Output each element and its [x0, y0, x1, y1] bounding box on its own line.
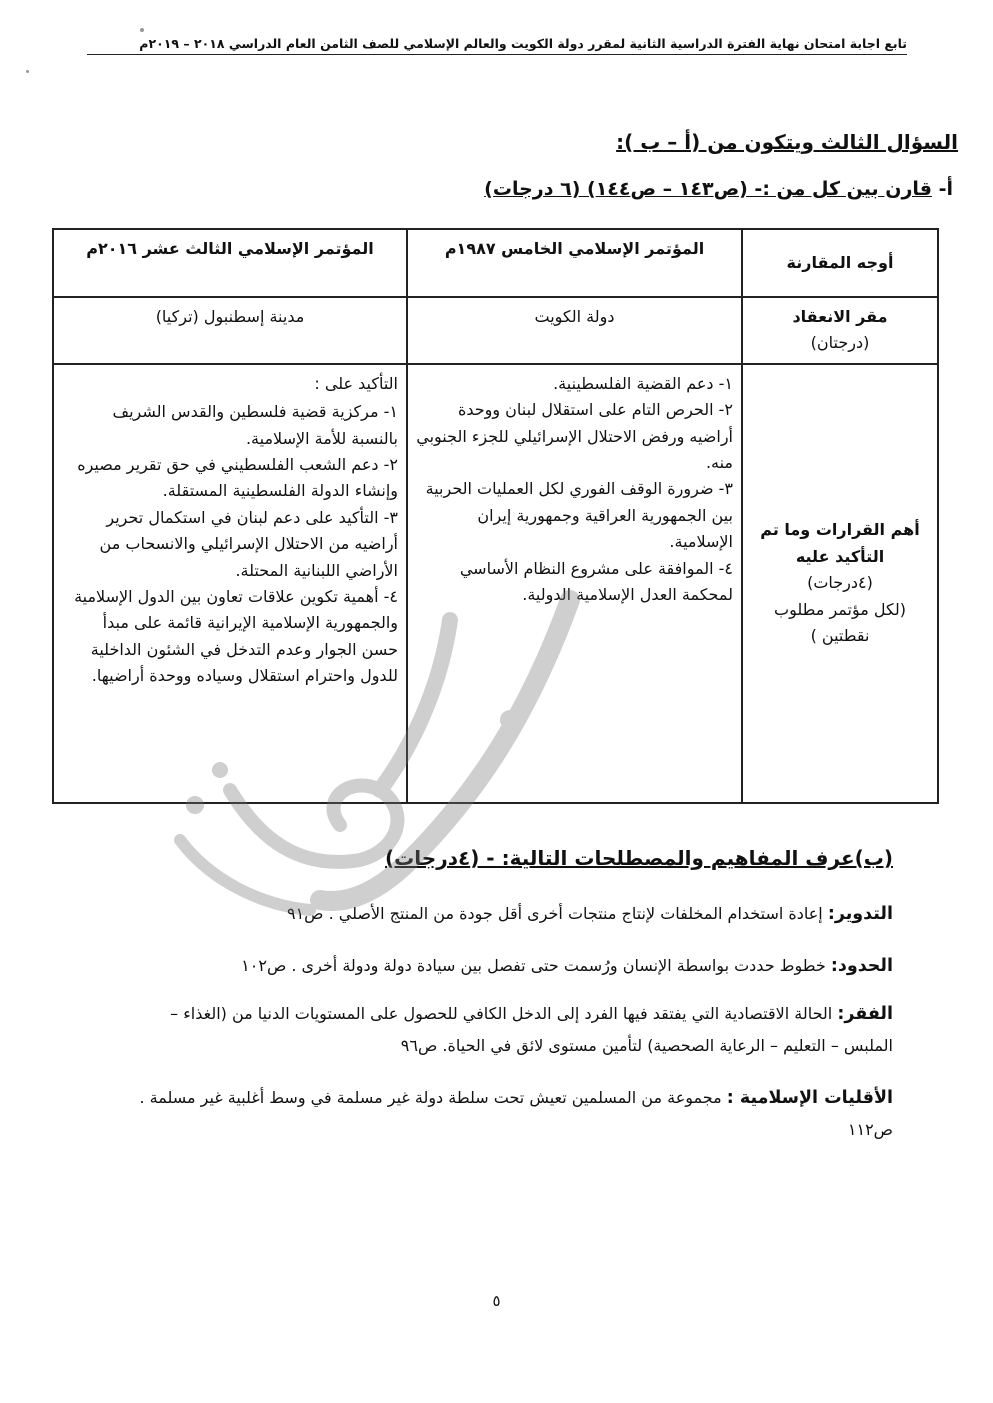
list-item: ٢- الحرص التام على استقلال لبنان ووحدة أراضيه ورفض الاحتلال الإسرائيلي للجزء الجنوبي منه.: [416, 400, 733, 472]
thirteenth-intro: التأكيد على :: [314, 373, 398, 393]
definition-text: مجموعة من المسلمين تعيش تحت سلطة دولة غير مسلمة في وسط أغلبية غير مسلمة . ص١١٢: [139, 1088, 893, 1140]
list-item: ٤- الموافقة على مشروع النظام الأساسي لمحكمة العدل الإسلامية الدولية.: [459, 558, 733, 604]
part-b-title: (ب)عرف المفاهيم والمصطلحات التالية: - (٤درجات): [385, 846, 893, 870]
venue-aspect-cell: [742, 297, 938, 364]
scan-speck: [26, 70, 29, 73]
list-item: ٣- ضرورة الوقف الفوري لكل العمليات الحربية بين الجمهورية العراقية وجمهورية إيران الإسلامية.: [425, 479, 733, 552]
definition-term: التدوير:: [827, 904, 893, 924]
definition-text: إعادة استخدام المخلفات لإنتاج منتجات أخرى أقل جودة من المنتج الأصلي . ص٩١: [286, 904, 823, 923]
scan-speck: [140, 28, 144, 32]
decisions-aspect-cell: [742, 364, 938, 803]
list-item: ٣- التأكيد على دعم لبنان في استكمال تحرير أراضيه من الاحتلال الإسرائيلي والانسحاب من الأراضي اللبنانية المحتلة.: [99, 507, 398, 580]
question-title: السؤال الثالث ويتكون من (أ – ب ):: [616, 130, 958, 154]
list-item: ١- دعم القضية الفلسطينية.: [553, 373, 733, 393]
definition-recycling: [123, 898, 893, 931]
table-row-venue: [53, 297, 938, 364]
thirteenth-decisions-list: [62, 399, 398, 689]
page-header: تابع اجابة امتحان نهاية الفترة الدراسية الثانية لمقرر دولة الكويت والعالم الإسلامي للصف الثامن العام الدراسي ٢٠١٨ – ٢٠١٩م: [87, 36, 907, 55]
definition-text: الحالة الاقتصادية التي يفتقد فيها الفرد إلى الدخل الكافي للحصول على المستويات الدنيا من (الغذاء – الملبس – التعليم – الرعاية الصحصية) لتأمين مستوى لائق في الحياة. ص٩٦: [170, 1004, 893, 1056]
header-thirteenth-conference: المؤتمر الإسلامي الثالث عشر ٢٠١٦م: [53, 229, 407, 297]
table-row-decisions: [53, 364, 938, 803]
list-item: ١- مركزية قضية فلسطين والقدس الشريف بالنسبة للأمة الإسلامية.: [112, 402, 398, 448]
header-fifth-conference: المؤتمر الإسلامي الخامس ١٩٨٧م: [407, 229, 742, 297]
list-item: ٢- دعم الشعب الفلسطيني في حق تقرير مصيره وإنشاء الدولة الفلسطينية المستقلة.: [77, 454, 398, 501]
part-a-instruction: قارن بين كل من :- (ص١٤٣ – ص١٤٤) (٦ درجات): [484, 178, 932, 200]
definition-muslim-minorities: [123, 1082, 893, 1146]
fifth-decisions-list: [416, 371, 733, 609]
decisions-fifth: [407, 364, 742, 803]
header-aspect: أوجه المقارنة: [742, 229, 938, 297]
part-a-heading: [484, 178, 953, 200]
table-header-row: [53, 229, 938, 297]
definition-poverty: [123, 998, 893, 1062]
definition-term: الأقليات الإسلامية :: [726, 1088, 893, 1108]
decisions-note: (لكل مؤتمر مطلوب نقطتين ): [774, 599, 906, 645]
definition-borders: [123, 950, 893, 983]
venue-label: مقر الانعقاد: [792, 307, 888, 326]
comparison-table: [52, 228, 939, 804]
venue-fifth: دولة الكويت: [407, 297, 742, 364]
decisions-thirteenth: [53, 364, 407, 803]
decisions-label: أهم القرارات وما تم التأكيد عليه: [760, 520, 920, 566]
decisions-marks: (٤درجات): [807, 573, 873, 593]
part-a-label: أ-: [938, 178, 953, 200]
venue-marks: (درجتان): [810, 333, 870, 353]
list-item: ٤- أهمية تكوين علاقات تعاون بين الدول الإسلامية والجمهورية الإسلامية الإيرانية قائمة على مبدأ حسن الجوار وعدم التدخل في الشئون الداخلية للدول واحترام استقلال وسياده ووحدة أراضيها.: [74, 586, 398, 686]
definition-term: الحدود:: [830, 956, 893, 976]
page-number: ٥: [492, 1292, 501, 1310]
definition-term: الفقر:: [837, 1004, 893, 1024]
definition-text: خطوط حددت بواسطة الإنسان ورُسمت حتى تفصل بين سيادة دولة ودولة أخرى . ص١٠٢: [241, 956, 826, 975]
venue-thirteenth: مدينة إسطنبول (تركيا): [53, 297, 407, 364]
